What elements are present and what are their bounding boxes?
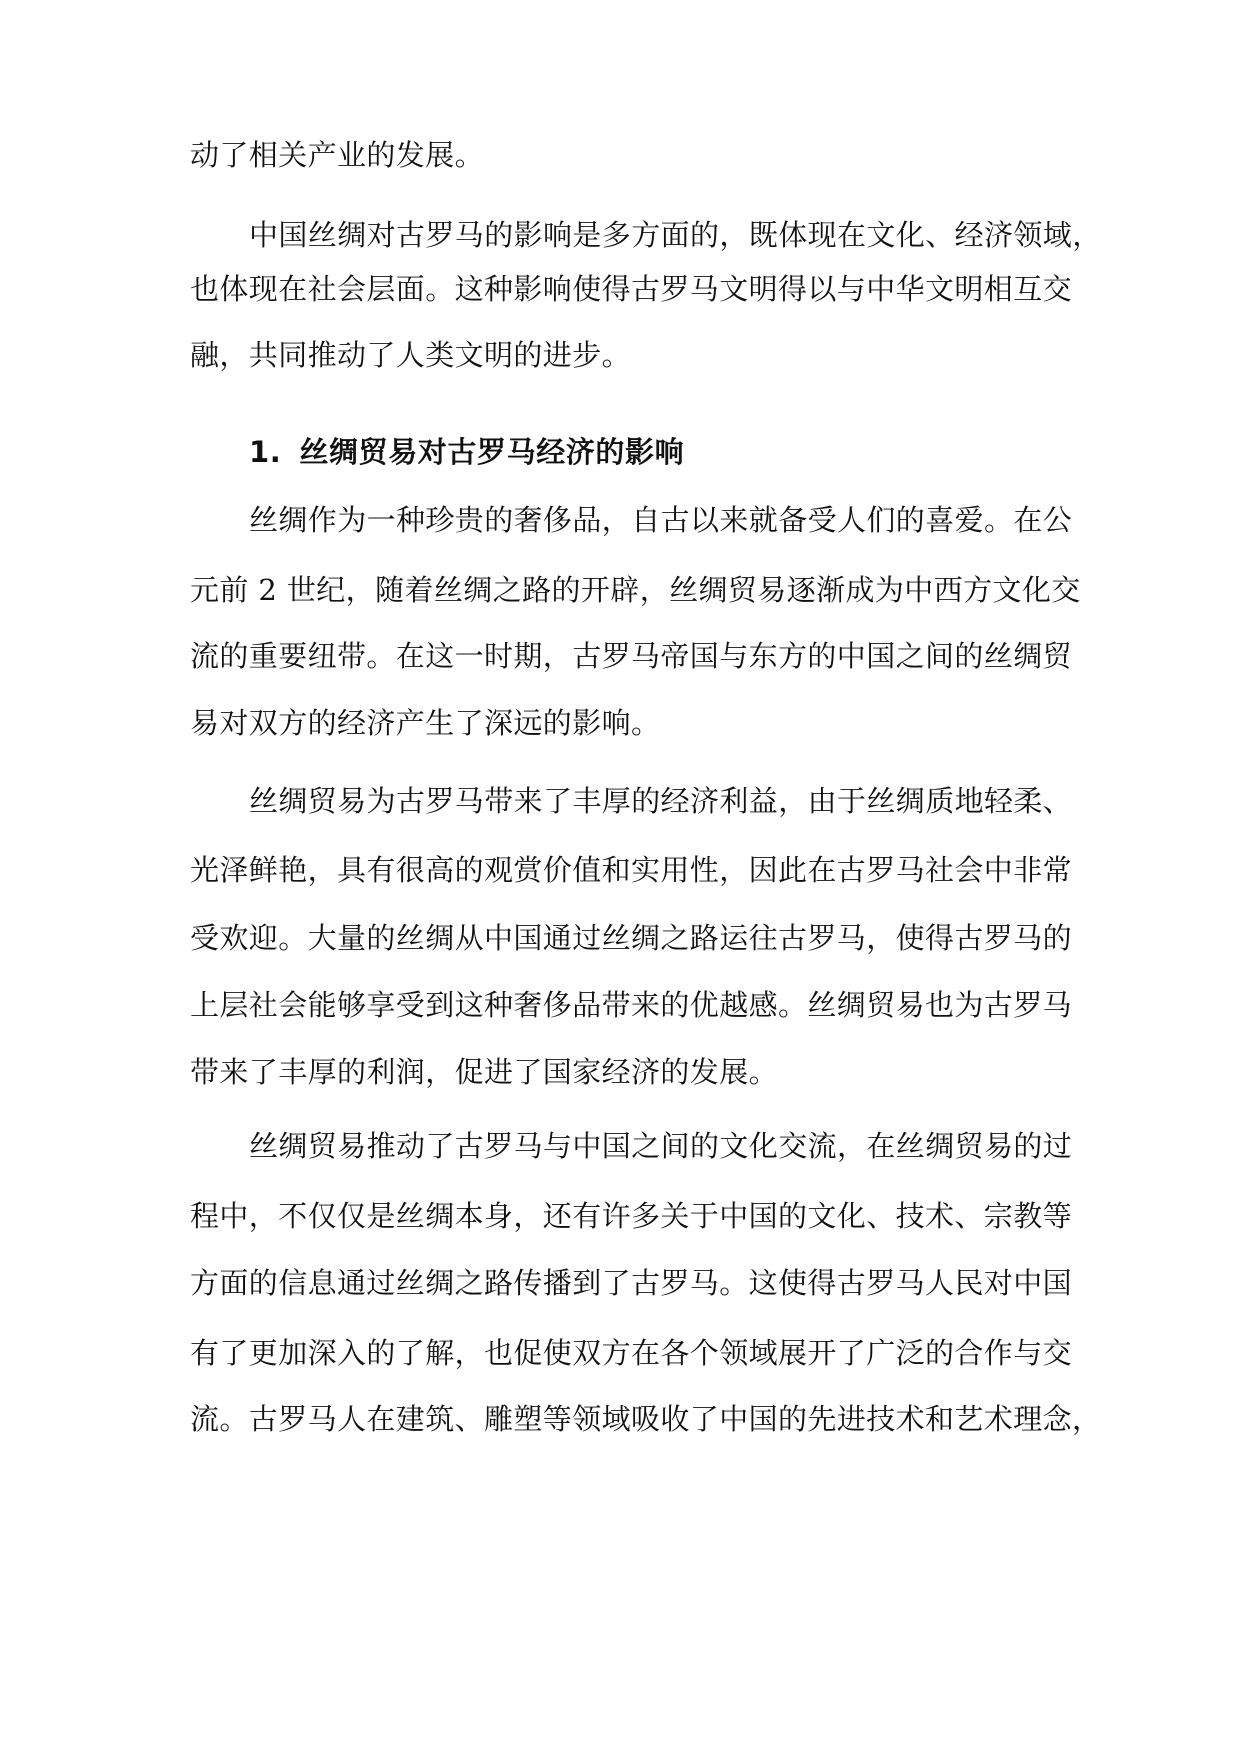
paragraph-3-line-4: 有了更加深入的了解，也促使双方在各个领域展开了广泛的合作与交 bbox=[190, 1336, 1073, 1370]
paragraph-2-line-2: 光泽鲜艳，具有很高的观赏价值和实用性，因此在古罗马社会中非常 bbox=[190, 853, 1073, 887]
paragraph-2-line-4: 上层社会能够享受到这种奢侈品带来的优越感。丝绸贸易也为古罗马 bbox=[190, 988, 1073, 1022]
paragraph-1-line-3: 流的重要纽带。在这一时期，古罗马帝国与东方的中国之间的丝绸贸 bbox=[190, 639, 1073, 673]
paragraph-1-line-2: 元前 2 世纪，随着丝绸之路的开辟，丝绸贸易逐渐成为中西方文化交 bbox=[190, 573, 1081, 607]
section-heading bbox=[249, 432, 1129, 472]
summary-line-2: 也体现在社会层面。这种影响使得古罗马文明得以与中华文明相互交 bbox=[190, 272, 1073, 306]
paragraph-3-line-3: 方面的信息通过丝绸之路传播到了古罗马。这使得古罗马人民对中国 bbox=[190, 1266, 1073, 1300]
intro-tail-line: 动了相关产业的发展。 bbox=[190, 138, 485, 172]
section-title: 丝绸贸易对古罗马经济的影响 bbox=[299, 435, 685, 469]
summary-line-1: 中国丝绸对古罗马的影响是多方面的，既体现在文化、经济领域， bbox=[249, 218, 1102, 252]
paragraph-3-line-5: 流。古罗马人在建筑、雕塑等领域吸收了中国的先进技术和艺术理念， bbox=[190, 1402, 1102, 1436]
section-number: 1. bbox=[249, 435, 282, 469]
paragraph-2-line-5: 带来了丰厚的利润，促进了国家经济的发展。 bbox=[190, 1055, 779, 1089]
paragraph-1-line-1: 丝绸作为一种珍贵的奢侈品，自古以来就备受人们的喜爱。在公 bbox=[249, 503, 1073, 537]
paragraph-2-line-1: 丝绸贸易为古罗马带来了丰厚的经济利益，由于丝绸质地轻柔、 bbox=[249, 784, 1073, 818]
paragraph-1-line-4: 易对双方的经济产生了深远的影响。 bbox=[190, 706, 661, 740]
paragraph-2-line-3: 受欢迎。大量的丝绸从中国通过丝绸之路运往古罗马，使得古罗马的 bbox=[190, 921, 1073, 955]
paragraph-3-line-2: 程中，不仅仅是丝绸本身，还有许多关于中国的文化、技术、宗教等 bbox=[190, 1199, 1073, 1233]
paragraph-3-line-1: 丝绸贸易推动了古罗马与中国之间的文化交流，在丝绸贸易的过 bbox=[249, 1129, 1073, 1163]
summary-line-3: 融，共同推动了人类文明的进步。 bbox=[190, 338, 632, 372]
